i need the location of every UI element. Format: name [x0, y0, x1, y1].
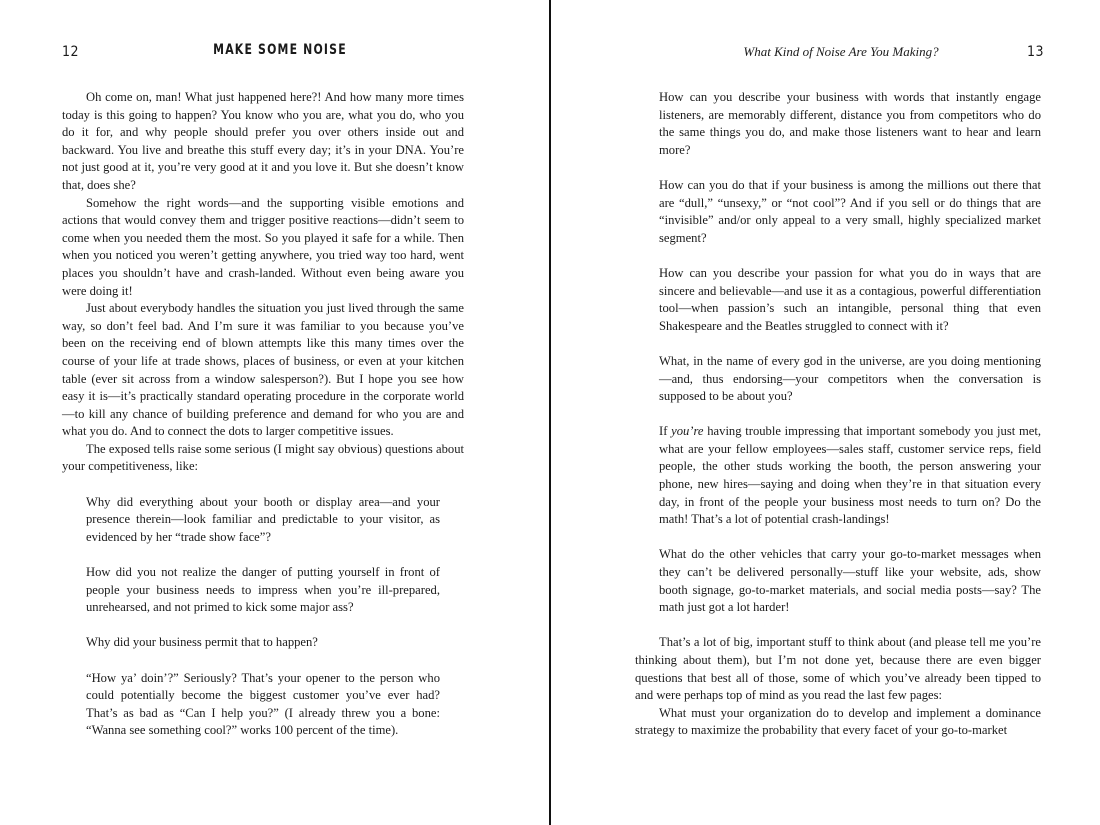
body-paragraph: The exposed tells raise some serious (I might say obvious) questions about your competitiveness, like:: [62, 441, 464, 474]
question-block: “How ya’ doin’?” Seriously? That’s your opener to the person who could potentially become the biggest customer you’ve ever had? That’s as bad as “Can I help you?” (I already threw you a bone: “Wanna see something cool?” works 100 percent of the time).: [86, 670, 440, 738]
question-rest: having trouble impressing that important somebody you just met, what are your fellow employees—sales staff, customer service reps, field people, the other studs working the booth, the person answering your phone, new hires—saying and doing when they’re in that situation every day, in front of the people your business most needs to turn on? Do the math! That’s a lot of potential crash-landings!: [659, 424, 1042, 527]
question-block: Why did your business permit that to happen?: [86, 635, 318, 650]
body-paragraph: Oh come on, man! What just happened here?! And how many more times today is this going to happen? You know who you are, what you do, who you do it for, and why people should prefer you over others inside out and backward. You live and breathe this stuff every day; it’s in your DNA. You’re not just good at it, you’re very good at it and you love it. But she doesn’t know that, does she?: [62, 90, 464, 192]
emphasis-word: you’re: [671, 424, 704, 439]
left-page-body: [62, 89, 464, 740]
right-page-body: [635, 89, 1041, 740]
question-block: How can you describe your business with words that instantly engage listeners, are memorably different, distance you from competitors who do the same things you do, and make those listeners want to hear and learn more?: [659, 90, 1041, 157]
body-paragraph: Somehow the right words—and the supporting visible emotions and actions that would convey them and trigger positive reactions—didn’t seem to come when you needed them the most. So you played it safe for a while. Then when you noticed you weren’t getting anywhere, you tried way too hard, went places you shouldn’t have and crash-landed. Without even being aware you were doing it!: [62, 195, 464, 298]
question-block: What, in the name of every god in the universe, are you doing mentioning—and, thus endorsing—your competitors when the conversation is supposed to be about you?: [659, 353, 1041, 404]
running-head-book-title: MAKE SOME NOISE: [213, 42, 347, 58]
body-paragraph: That’s a lot of big, important stuff to think about (and please tell me you’re thinking about them), but I’m not done yet, because there are even bigger questions that best all of those, some of which you’ve already been tipped to and were perhaps top of mind as you read the last few pages:: [635, 635, 1041, 703]
running-head-chapter-title: What Kind of Noise Are You Making?: [743, 44, 939, 59]
page-number-left: 12: [62, 44, 80, 60]
question-block: [659, 423, 1041, 529]
body-paragraph: Just about everybody handles the situation you just lived through the same way, so don’t feel bad. And I’m sure it was familiar to you because you’ve been on the receiving end of blown attempts like this many times over the course of your life at trade shows, places of business, or even at your kitchen table (ever sit across from a window salesperson?). But I hope you see how easy it is—it’s practically standard operating procedure in the corporate world—to kill any chance of building preference and demand for who you are and what you do. And to connect the dots to larger competitive issues.: [62, 301, 464, 439]
question-block: How can you do that if your business is among the millions out there that are “dull,” “unsexy,” or “not cool”? And if you sell or do things that are “invisible” and/or only appeal to a very small, highly specialized market segment?: [659, 177, 1041, 245]
question-block: Why did everything about your booth or display area—and your presence therein—look familiar and predictable to your visitor, as evidenced by her “trade show face”?: [86, 494, 440, 544]
question-block: How did you not realize the danger of putting yourself in front of people your business needs to impress when you’re ill-prepared, unrehearsed, and not primed to kick some major ass?: [86, 565, 440, 615]
question-lead: If: [659, 424, 672, 439]
right-page: [551, 0, 1100, 825]
page-number-right: 13: [1027, 44, 1045, 60]
body-paragraph: What must your organization do to develop and implement a dominance strategy to maximize the probability that every facet of your go-to-market: [635, 705, 1041, 738]
question-block: What do the other vehicles that carry your go-to-market messages when they can’t be delivered personally—stuff like your website, ads, show booth signage, go-to-market materials, and social media posts—say? The math just got a lot harder!: [659, 547, 1041, 615]
left-page: [0, 0, 549, 825]
question-block: How can you describe your passion for what you do in ways that are sincere and believable—and use it as a contagious, powerful differentiation tool—when passion’s such an intangible, personal thing that even Shakespeare and the Beatles struggled to connect with it?: [659, 265, 1041, 333]
